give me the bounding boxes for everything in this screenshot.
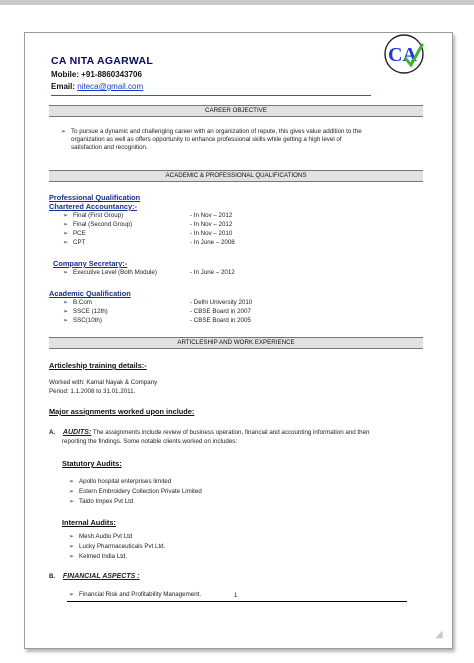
worked-with: Worked with: Kamal Nayak & Company	[49, 379, 158, 386]
mobile-number: Mobile: +91-8860343706	[51, 70, 142, 79]
list-item: ➢ PCE	[63, 230, 86, 237]
resume-page	[24, 32, 453, 649]
academic-qualification-heading: Academic Qualification	[49, 289, 131, 298]
list-item: ➢ B.Com	[63, 299, 92, 306]
ca-logo-icon	[380, 33, 428, 75]
chartered-accountancy-heading: Chartered Accountancy:-	[49, 202, 138, 211]
logo-text: CA	[388, 44, 417, 66]
experience-heading: ARTICLESHIP AND WORK EXPERIENCE	[49, 337, 423, 349]
list-item: ➢ Mesh Audio Pvt Ltd	[69, 533, 133, 540]
footer-rule	[67, 601, 407, 602]
list-item: ➢ Lucky Pharmaceuticals Pvt Ltd.	[69, 543, 166, 550]
list-item-date: - CBSE Board in 2007	[190, 308, 251, 315]
arrow-bullet-icon: ➢	[63, 212, 69, 219]
list-item: ➢ SSC(10th)	[63, 317, 102, 324]
page-fold-icon: ◢	[435, 629, 443, 640]
list-item: ➢ Kelmed India Ltd.	[69, 553, 128, 560]
company-secretary-heading: Company Secretary:-	[53, 259, 128, 268]
audits-line-1	[49, 429, 369, 437]
objective-line-2: organization as well as offers opportunity to enhance professional skills while getting a high level of	[71, 136, 342, 143]
arrow-bullet-icon: ➢	[63, 239, 69, 246]
arrow-bullet-icon: ➢	[69, 543, 75, 550]
header-divider	[51, 95, 371, 96]
list-item-date: - CBSE Board in 2005	[190, 317, 251, 324]
arrow-bullet-icon: ➢	[69, 478, 75, 485]
list-item: ➢ Executive Level (Both Module)	[63, 269, 157, 276]
financial-aspects-label: FINANCIAL ASPECTS :	[62, 573, 140, 580]
candidate-name: CA NITA AGARWAL	[51, 55, 154, 67]
email-link[interactable]: niteca@gmail.com	[77, 82, 144, 91]
arrow-bullet-icon: ➢	[63, 269, 69, 276]
career-objective-heading: CAREER OBJECTIVE	[49, 105, 423, 117]
arrow-bullet-icon: ➢	[63, 230, 69, 237]
section-a-marker: A.	[49, 429, 56, 436]
arrow-bullet-icon: ➢	[61, 128, 67, 135]
email-label: Email:	[51, 82, 76, 91]
audits-text-2: reporting the findings. Some notable clients worked on includes:	[62, 438, 238, 445]
qualifications-heading: ACADEMIC & PROFESSIONAL QUALIFICATIONS	[49, 170, 423, 182]
arrow-bullet-icon: ➢	[69, 488, 75, 495]
professional-qualification-heading: Professional Qualification	[49, 193, 141, 202]
list-item: ➢ SSCE (12th)	[63, 308, 108, 315]
list-item: ➢ CPT	[63, 239, 86, 246]
arrow-bullet-icon: ➢	[63, 221, 69, 228]
list-item: ➢ Estern Embroidery Collection Private Limited	[69, 488, 202, 495]
audits-text-1: The assignments include review of business operation, financial and accounting information and then	[92, 429, 370, 436]
page-number: 1	[234, 593, 238, 599]
arrow-bullet-icon: ➢	[69, 553, 75, 560]
list-item-date: - In June – 2008	[190, 239, 235, 246]
arrow-bullet-icon: ➢	[63, 308, 69, 315]
list-item-date: - In June – 2012	[190, 269, 235, 276]
period: Period: 1.1.2008 to 31.01.2011.	[49, 388, 136, 395]
major-assignments-heading: Major assignments worked upon include:	[49, 407, 195, 416]
financial-aspects-line	[49, 573, 140, 581]
audits-label: AUDITS:	[62, 429, 92, 436]
arrow-bullet-icon: ➢	[69, 498, 75, 505]
list-item: ➢ Final (First Group)	[63, 212, 124, 219]
viewer-top-bar	[0, 0, 474, 5]
list-item: ➢ Apollo hospital enterprises limited	[69, 478, 172, 485]
list-item-date: - In Nov – 2012	[190, 221, 233, 228]
list-item: ➢ Final (Second Group)	[63, 221, 133, 228]
objective-line-1: To pursue a dynamic and challenging career with an organization of repute, this gives value addition to the	[71, 128, 362, 135]
statutory-audits-heading: Statutory Audits:	[62, 459, 122, 468]
list-item: ➢ Taldo Impex Pvt Ltd	[69, 498, 134, 505]
section-b-marker: B.	[49, 573, 56, 580]
objective-bullet	[61, 128, 362, 136]
email-line	[51, 82, 143, 91]
arrow-bullet-icon: ➢	[63, 317, 69, 324]
list-item-date: - In Nov – 2010	[190, 230, 233, 237]
list-item-date: - Delhi University 2010	[190, 299, 253, 306]
internal-audits-heading: Internal Audits:	[62, 518, 116, 527]
arrow-bullet-icon: ➢	[69, 591, 75, 598]
list-item: ➢ Financial Risk and Profitability Management.	[69, 591, 202, 598]
list-item-date: - In Nov – 2012	[190, 212, 233, 219]
articleship-heading: Articleship training details:-	[49, 361, 147, 370]
objective-line-3: satisfaction and recognition.	[71, 144, 148, 151]
arrow-bullet-icon: ➢	[69, 533, 75, 540]
arrow-bullet-icon: ➢	[63, 299, 69, 306]
